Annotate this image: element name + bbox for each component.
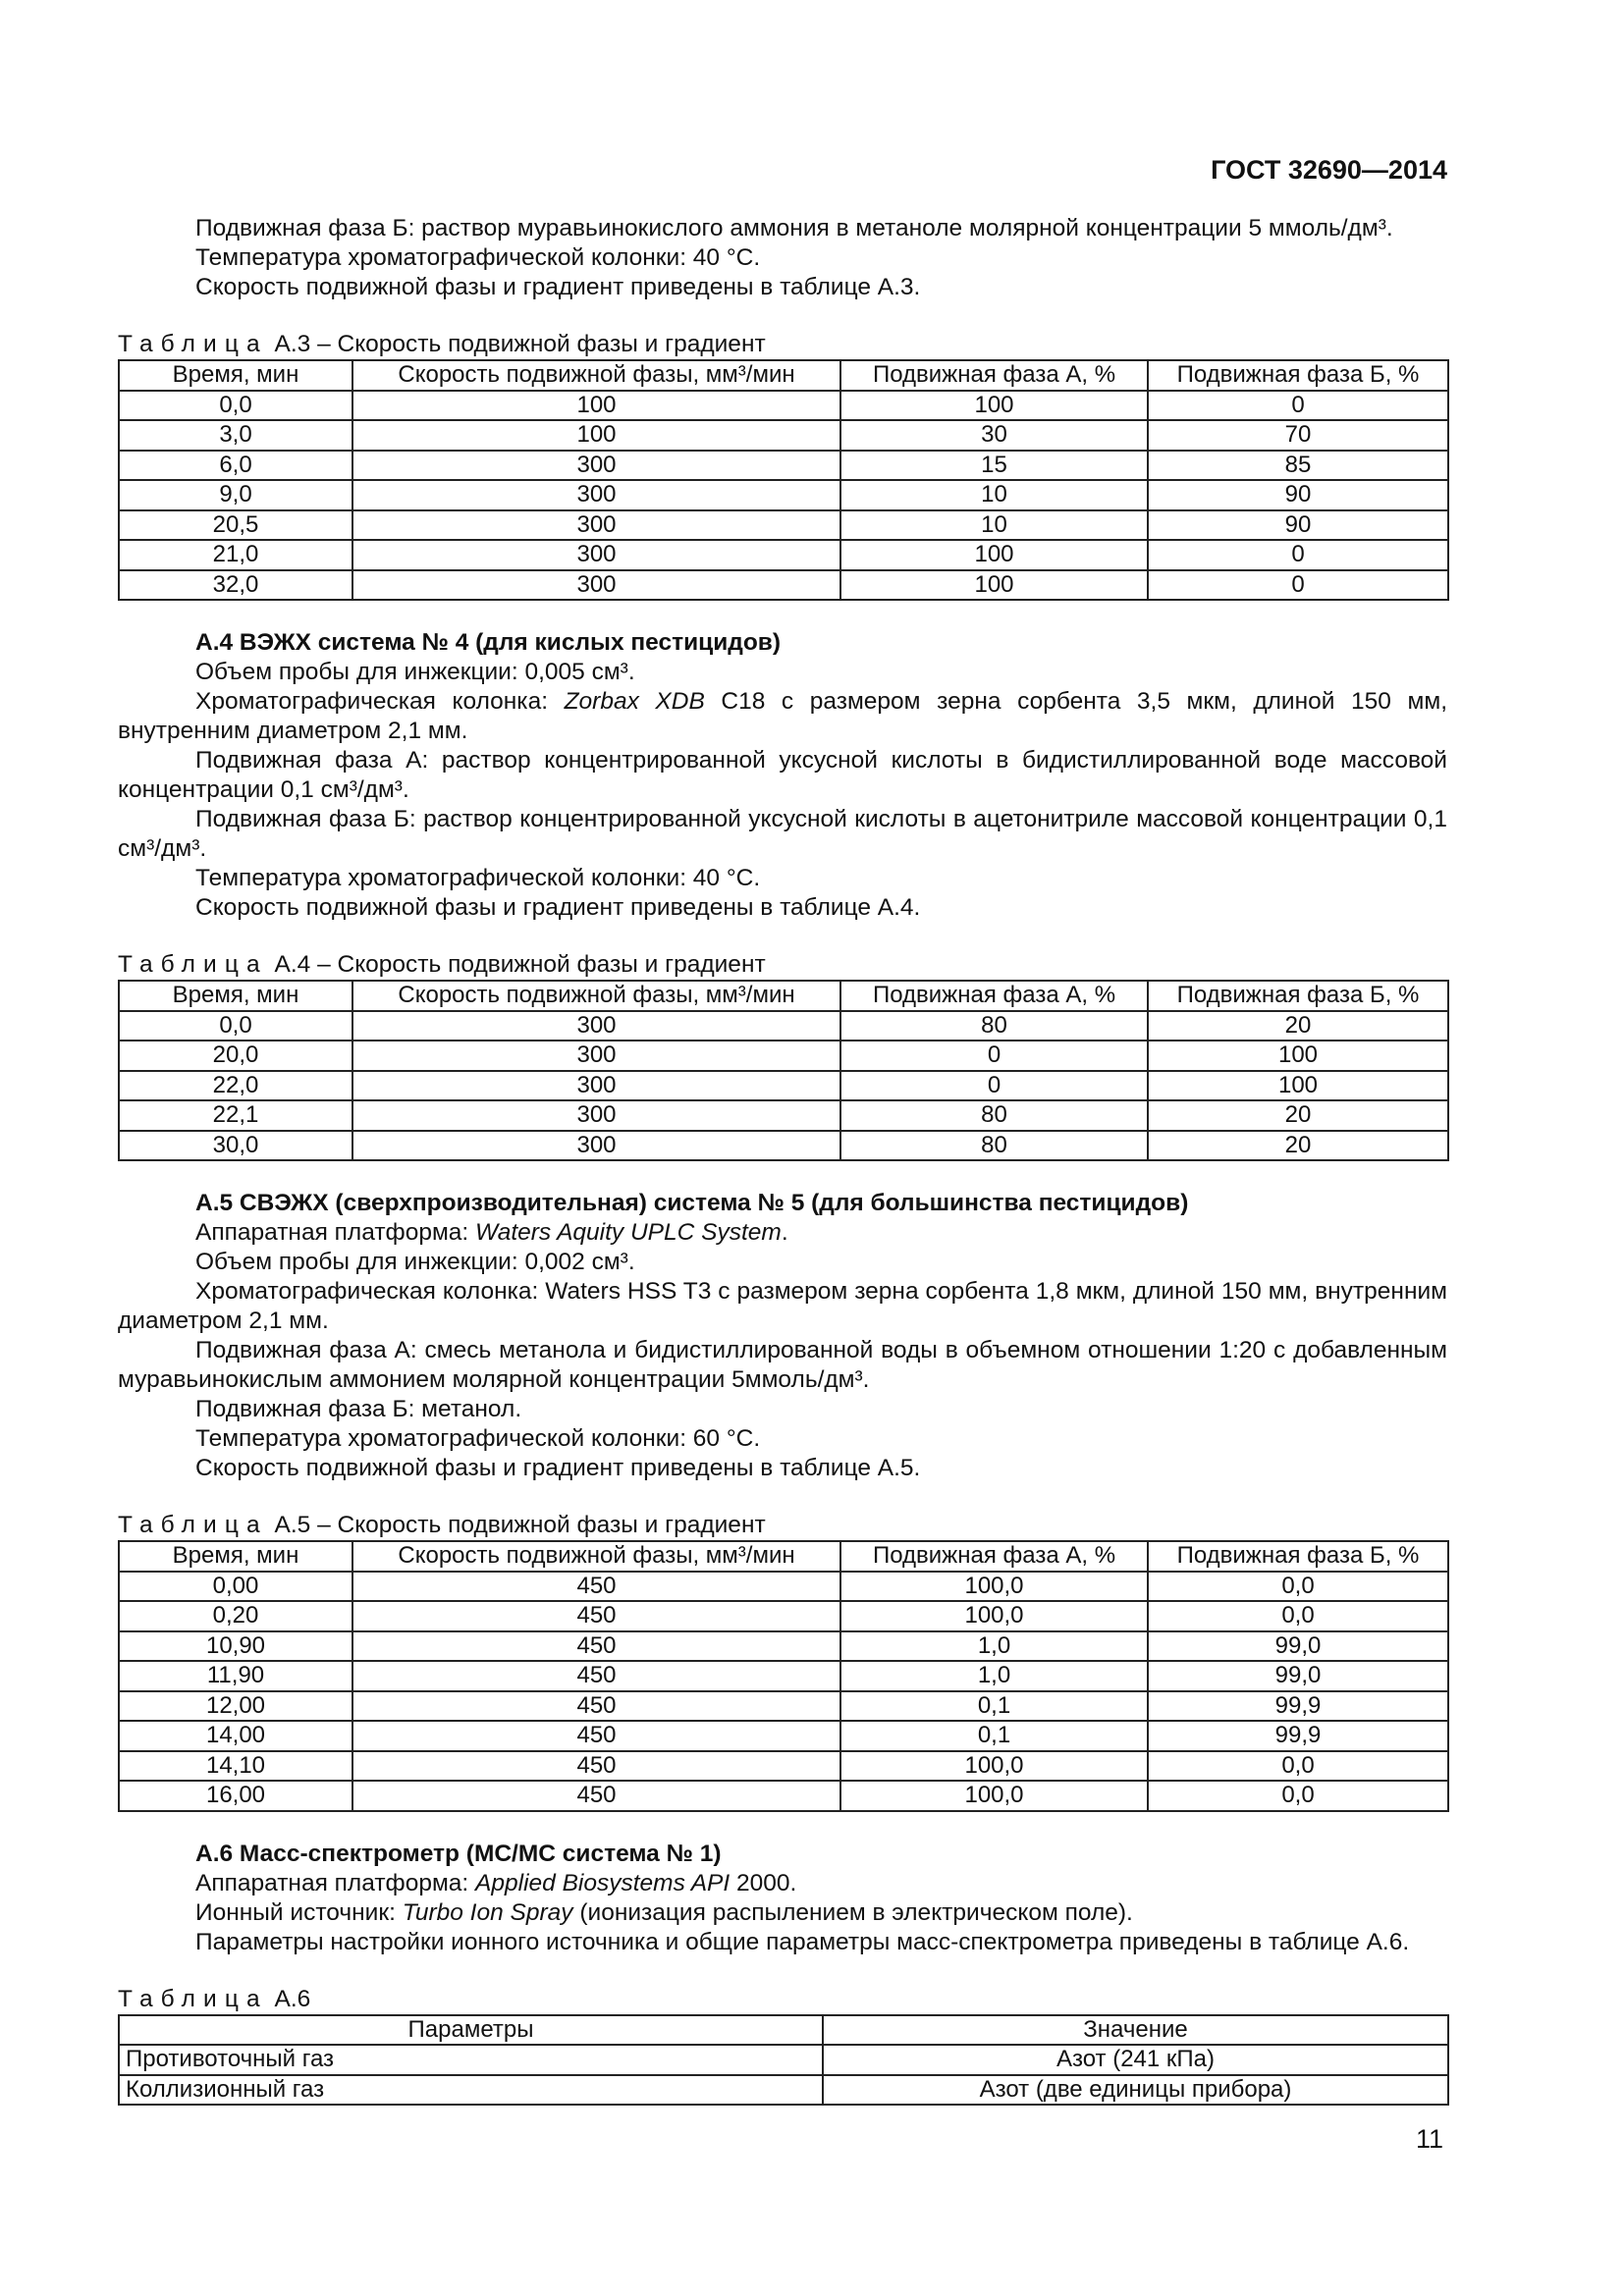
table-cell: 15 <box>840 451 1148 481</box>
section-a5-heading: А.5 СВЭЖХ (сверхпроизводительная) система № 5 (для большинства пестицидов) <box>195 1190 1189 1216</box>
section-a5-injection-volume: Объем пробы для инжекции: 0,002 см³. <box>195 1249 635 1275</box>
table-cell: Азот (241 кПа) <box>823 2045 1448 2075</box>
table-cell: 1,0 <box>840 1631 1148 1662</box>
table-cell: 300 <box>352 1131 840 1161</box>
column-brand: Zorbax XDB <box>564 688 705 715</box>
section-a6-ion-source <box>118 1898 1447 1928</box>
table-row <box>119 1691 1448 1722</box>
column-header-time: Время, мин <box>119 360 352 391</box>
column-header-phase-a: Подвижная фаза А, % <box>840 1541 1148 1572</box>
table-row <box>119 1601 1448 1631</box>
table-cell: 0,1 <box>840 1721 1148 1751</box>
table-cell: 80 <box>840 1100 1148 1131</box>
section-a6-table-reference: Параметры настройки ионного источника и общие параметры масс-спектрометра приведены в таблице А.6. <box>195 1928 1410 1955</box>
table-cell: 450 <box>352 1751 840 1782</box>
table-cell: 100,0 <box>840 1751 1148 1782</box>
table-cell: 450 <box>352 1572 840 1602</box>
table-cell: 450 <box>352 1721 840 1751</box>
table-cell: 0,0 <box>119 391 352 421</box>
section-a5-table-reference: Скорость подвижной фазы и градиент приведены в таблице А.5. <box>195 1455 921 1481</box>
table-row <box>119 420 1448 451</box>
section-a4-column-temperature: Температура хроматографической колонки: 40 °С. <box>195 865 761 891</box>
table-cell: 0,1 <box>840 1691 1148 1722</box>
table-cell: 21,0 <box>119 540 352 570</box>
table-header-row <box>119 2015 1448 2046</box>
table-a6-caption <box>118 1985 1447 2014</box>
column-header-phase-b: Подвижная фаза Б, % <box>1148 360 1448 391</box>
table-cell: 99,0 <box>1148 1661 1448 1691</box>
table-row <box>119 2075 1448 2106</box>
platform-name: Waters Aquity UPLC System <box>475 1219 782 1246</box>
table-a6-caption-text: А.6 <box>274 1985 311 2012</box>
table-a3 <box>118 359 1449 601</box>
table-cell: 0,0 <box>1148 1781 1448 1811</box>
section-a5-mobile-phase-b: Подвижная фаза Б: метанол. <box>195 1396 522 1422</box>
table-cell: 0 <box>1148 391 1448 421</box>
table-header-row <box>119 1541 1448 1572</box>
table-row <box>119 1661 1448 1691</box>
table-cell: 450 <box>352 1631 840 1662</box>
table-cell: 0 <box>1148 570 1448 601</box>
platform-name: Applied Biosystems API <box>475 1869 731 1896</box>
section-a4-mobile-phase-b: Подвижная фаза Б: раствор концентрированной уксусной кислоты в ацетонитриле массовой концентрации 0,1 см³/дм³. <box>118 806 1447 862</box>
column-header-time: Время, мин <box>119 1541 352 1572</box>
ion-source-description: (ионизация распылением в электрическом поле). <box>572 1898 1133 1926</box>
table-cell: 11,90 <box>119 1661 352 1691</box>
table-cell: 300 <box>352 451 840 481</box>
column-header-phase-a: Подвижная фаза А, % <box>840 981 1148 1011</box>
table-cell: 20 <box>1148 1011 1448 1041</box>
table-cell: 0,0 <box>1148 1572 1448 1602</box>
table-cell: 14,10 <box>119 1751 352 1782</box>
column-header-parameters: Параметры <box>119 2015 823 2046</box>
intro-line-2: Температура хроматографической колонки: 40 °С. <box>195 244 761 271</box>
table-cell: 9,0 <box>119 480 352 510</box>
table-row <box>119 391 1448 421</box>
table-cell: 10,90 <box>119 1631 352 1662</box>
table-row <box>119 570 1448 601</box>
table-a3-caption <box>118 330 1447 359</box>
platform-label: Аппаратная платформа: <box>195 1869 476 1896</box>
table-cell: 0,0 <box>1148 1751 1448 1782</box>
table-cell: 3,0 <box>119 420 352 451</box>
table-cell: 90 <box>1148 510 1448 541</box>
table-cell: 0,00 <box>119 1572 352 1602</box>
column-header-flow-rate: Скорость подвижной фазы, мм³/мин <box>352 1541 840 1572</box>
table-cell: 300 <box>352 570 840 601</box>
section-a4-table-reference: Скорость подвижной фазы и градиент приведены в таблице А.4. <box>195 894 921 921</box>
intro-line-3: Скорость подвижной фазы и градиент приведены в таблице А.3. <box>195 274 921 300</box>
table-row <box>119 1071 1448 1101</box>
column-header-flow-rate: Скорость подвижной фазы, мм³/мин <box>352 360 840 391</box>
table-cell: 80 <box>840 1131 1148 1161</box>
table-cell: 0 <box>840 1071 1148 1101</box>
table-cell: 0 <box>1148 540 1448 570</box>
table-a5-caption-text: А.5 – Скорость подвижной фазы и градиент <box>274 1512 766 1538</box>
table-cell: 450 <box>352 1661 840 1691</box>
table-cell: 100 <box>352 391 840 421</box>
table-cell: 10 <box>840 510 1148 541</box>
table-row <box>119 1011 1448 1041</box>
table-row <box>119 2045 1448 2075</box>
table-cell: 100 <box>840 391 1148 421</box>
table-cell: 100,0 <box>840 1572 1148 1602</box>
column-header-phase-a: Подвижная фаза А, % <box>840 360 1148 391</box>
table-cell: 0,0 <box>1148 1601 1448 1631</box>
table-a6-caption-label: Таблица <box>118 1985 268 2012</box>
table-a4-caption-text: А.4 – Скорость подвижной фазы и градиент <box>274 951 766 978</box>
intro-line-1: Подвижная фаза Б: раствор муравьинокислого аммония в метаноле молярной концентрации 5 ммоль/дм³. <box>195 215 1393 241</box>
table-cell: 90 <box>1148 480 1448 510</box>
table-cell: 99,9 <box>1148 1721 1448 1751</box>
table-a4 <box>118 980 1449 1161</box>
table-cell: 300 <box>352 510 840 541</box>
table-cell: 70 <box>1148 420 1448 451</box>
table-row <box>119 1631 1448 1662</box>
table-cell: 99,9 <box>1148 1691 1448 1722</box>
column-header-phase-b: Подвижная фаза Б, % <box>1148 981 1448 1011</box>
table-cell: 22,0 <box>119 1071 352 1101</box>
table-cell: 80 <box>840 1011 1148 1041</box>
table-cell: 0,20 <box>119 1601 352 1631</box>
table-cell: 450 <box>352 1691 840 1722</box>
table-row <box>119 1041 1448 1071</box>
table-cell: 300 <box>352 1041 840 1071</box>
table-cell: 20 <box>1148 1100 1448 1131</box>
table-row <box>119 480 1448 510</box>
page-number: 11 <box>1415 2124 1443 2154</box>
document-code: ГОСТ 32690—2014 <box>1211 155 1447 185</box>
table-cell: 6,0 <box>119 451 352 481</box>
table-row <box>119 451 1448 481</box>
section-a6-heading: А.6 Масс-спектрометр (МС/МС система № 1) <box>195 1840 722 1867</box>
section-a6-platform: Аппаратная платформа: Applied Biosystems API 2000. <box>195 1869 797 1896</box>
table-cell: 30 <box>840 420 1148 451</box>
section-a5-column-temperature: Температура хроматографической колонки: 60 °С. <box>195 1425 761 1452</box>
table-cell: Противоточный газ <box>119 2045 823 2075</box>
table-cell: 32,0 <box>119 570 352 601</box>
column-header-value: Значение <box>823 2015 1448 2046</box>
table-cell: 300 <box>352 1071 840 1101</box>
table-cell: 30,0 <box>119 1131 352 1161</box>
section-a5-platform: Аппаратная платформа: Waters Aquity UPLC System. <box>195 1219 788 1246</box>
table-cell: 100 <box>840 540 1148 570</box>
table-row <box>119 1131 1448 1161</box>
table-cell: 85 <box>1148 451 1448 481</box>
section-a4-column <box>118 687 1447 746</box>
table-cell: 300 <box>352 1100 840 1131</box>
table-cell: 14,00 <box>119 1721 352 1751</box>
table-row <box>119 1781 1448 1811</box>
table-cell: 100 <box>1148 1071 1448 1101</box>
column-label: Хроматографическая колонка: <box>195 688 565 715</box>
section-a4-heading: А.4 ВЭЖХ система № 4 (для кислых пестицидов) <box>195 629 782 656</box>
table-cell: 300 <box>352 480 840 510</box>
table-a5 <box>118 1540 1449 1812</box>
table-a4-caption-label: Таблица <box>118 951 268 978</box>
table-cell: 99,0 <box>1148 1631 1448 1662</box>
table-cell: 300 <box>352 1011 840 1041</box>
ion-source-label: Ионный источник: <box>195 1898 403 1926</box>
table-cell: Коллизионный газ <box>119 2075 823 2106</box>
table-a5-caption <box>118 1511 1447 1540</box>
section-a5-column: Хроматографическая колонка: Waters HSS T3 с размером зерна сорбента 1,8 мкм, длиной 150 мм, внутренним диаметром 2,1 мм. <box>118 1278 1447 1334</box>
table-header-row <box>119 981 1448 1011</box>
table-cell: 100,0 <box>840 1781 1148 1811</box>
ion-source-name: Turbo Ion Spray <box>402 1898 573 1926</box>
column-header-time: Время, мин <box>119 981 352 1011</box>
table-a3-caption-label: Таблица <box>118 331 268 357</box>
table-cell: 100 <box>352 420 840 451</box>
table-header-row <box>119 360 1448 391</box>
table-cell: 100 <box>840 570 1148 601</box>
table-cell: 20 <box>1148 1131 1448 1161</box>
table-row <box>119 510 1448 541</box>
platform-label: Аппаратная платформа: <box>195 1219 476 1246</box>
table-row <box>119 1751 1448 1782</box>
table-cell: 450 <box>352 1781 840 1811</box>
column-header-flow-rate: Скорость подвижной фазы, мм³/мин <box>352 981 840 1011</box>
page-content <box>118 214 1447 2106</box>
section-a4-mobile-phase-a: Подвижная фаза А: раствор концентрированной уксусной кислоты в бидистиллированной воде массовой концентрации 0,1 см³/дм³. <box>118 747 1447 803</box>
table-cell: 20,5 <box>119 510 352 541</box>
table-cell: 20,0 <box>119 1041 352 1071</box>
column-specs: С18 с размером зерна сорбента 3,5 мкм, длиной 150 мм, внутренним диаметром 2,1 мм. <box>118 688 1448 744</box>
table-cell: 450 <box>352 1601 840 1631</box>
table-cell: 22,1 <box>119 1100 352 1131</box>
table-a6 <box>118 2014 1449 2107</box>
table-a5-caption-label: Таблица <box>118 1512 268 1538</box>
table-cell: 300 <box>352 540 840 570</box>
section-a5-mobile-phase-a: Подвижная фаза А: смесь метанола и бидистиллированной воды в объемном отношении 1:20 с добавленным муравьинокислым аммонием молярной концентрации 5ммоль/дм³. <box>118 1337 1447 1393</box>
table-cell: 0 <box>840 1041 1148 1071</box>
table-cell: 1,0 <box>840 1661 1148 1691</box>
table-row <box>119 1100 1448 1131</box>
table-cell: Азот (две единицы прибора) <box>823 2075 1448 2106</box>
table-row <box>119 540 1448 570</box>
table-cell: 0,0 <box>119 1011 352 1041</box>
table-cell: 100,0 <box>840 1601 1148 1631</box>
table-cell: 100 <box>1148 1041 1448 1071</box>
section-a4-injection-volume: Объем пробы для инжекции: 0,005 см³. <box>195 659 635 685</box>
column-header-phase-b: Подвижная фаза Б, % <box>1148 1541 1448 1572</box>
table-a4-caption <box>118 950 1447 980</box>
table-row <box>119 1721 1448 1751</box>
table-cell: 12,00 <box>119 1691 352 1722</box>
table-row <box>119 1572 1448 1602</box>
table-cell: 16,00 <box>119 1781 352 1811</box>
table-a3-caption-text: А.3 – Скорость подвижной фазы и градиент <box>274 331 766 357</box>
table-cell: 10 <box>840 480 1148 510</box>
